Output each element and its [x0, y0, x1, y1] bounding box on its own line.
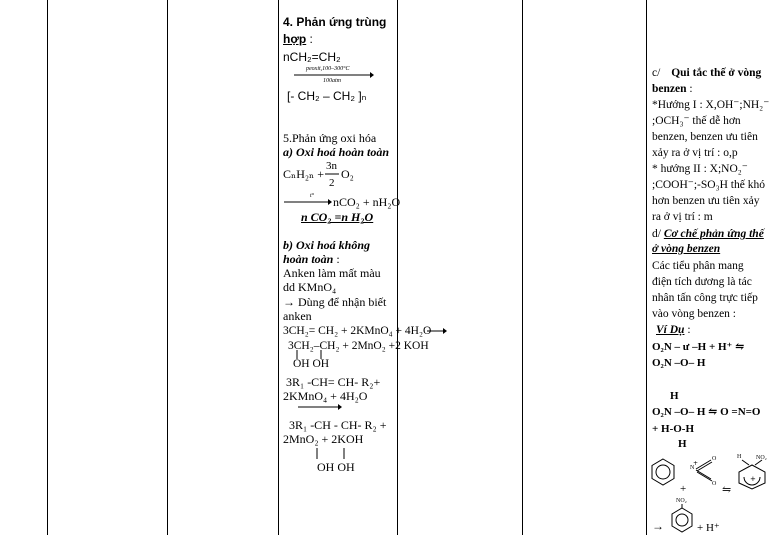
example-equation-2b: + H-O-H — [652, 423, 695, 435]
table-border-6 — [646, 0, 647, 535]
table-border-2 — [167, 0, 168, 535]
equation-2-oh: OH OH — [317, 460, 355, 474]
nitronium-o-bottom: O — [712, 481, 717, 487]
benzene-ring-icon — [651, 458, 675, 486]
reaction-arrow-3 — [427, 328, 447, 334]
sigma-complex-h-label: H — [737, 454, 742, 460]
nitronium-n-label: N — [690, 465, 695, 471]
section-5b-title-cont: hoàn toàn — [283, 252, 334, 266]
combustion-note: n CO₂ =n H₂O — [301, 210, 374, 224]
kmno4-text-3: → Dùng để nhận biết — [283, 295, 387, 309]
kmno4-text-1: Anken làm mất màu — [283, 266, 381, 280]
section-5a-title: a) Oxi hoá hoàn toàn — [283, 145, 390, 159]
svg-text:+: + — [693, 460, 699, 467]
equation-1-left: 3CH₂= CH₂ + 2KMnO₄ + 4H₂O — [283, 325, 432, 337]
example-equation-2a: O₂N –O– H ⇋ O =N=O — [652, 406, 761, 418]
combustion-o2: O₂ — [341, 167, 354, 181]
table-border-1 — [47, 0, 48, 535]
rule-c-label: c/ — [652, 67, 661, 79]
equation-2-line-1: 3R₁ -CH= CH- R₂+ — [286, 375, 381, 389]
scheme-forward-arrow: → — [652, 519, 664, 533]
rule-c-title-cont: benzen — [652, 83, 687, 95]
svg-text:+: + — [750, 475, 756, 483]
example-equation-1a: O₂N – ư –H + H⁺ ⇋ — [652, 341, 745, 353]
table-border-3 — [278, 0, 279, 535]
nitronium-o-top: O — [712, 456, 717, 462]
section-5-title: 5.Phản ứng oxi hóa — [283, 131, 377, 145]
equation-2-line-4: 2MnO₂ + 2KOH — [283, 432, 364, 446]
example-label: Ví Dụ — [656, 324, 685, 336]
section-4-title: 4. Phản ứng trùng — [283, 15, 387, 29]
kmno4-text-4: anken — [283, 309, 312, 323]
nitrobenzene-icon — [670, 504, 694, 534]
arrow-condition-top: peoxit,100–300°C — [306, 66, 350, 72]
nitrobenzene-no2-label: NO₂ — [676, 498, 687, 504]
fraction-numerator: 3n — [326, 160, 337, 172]
rule-d-label: d/ — [652, 228, 661, 240]
fraction-denominator: 2 — [329, 177, 335, 189]
scheme-equilibrium: ⇋ — [722, 484, 732, 496]
bond-lines-2 — [316, 448, 346, 460]
mechanism-text: Các tiểu phân mang điện tích dương là tác nhân tấn công trực tiếp vào vòng benzen : — [652, 260, 758, 320]
scheme-plus: + — [680, 483, 687, 495]
equation-2-line-2: 2KMnO₄ + 4H₂O — [283, 389, 368, 403]
example-hydrogen-bottom: H — [678, 438, 687, 450]
table-border-4 — [397, 0, 398, 535]
rule-2-text: * hướng II : X;NO₂⁻ ;COOH⁻;-SO₃H thế khó hơn benzen ưu tiên xảy ra ở vị trí : m — [652, 163, 765, 223]
fraction-bar — [325, 173, 339, 175]
combustion-right: nCO₂ + nH₂O — [333, 195, 401, 209]
polymer-product: [- CH₂ – CH₂ ]ₙ — [287, 89, 367, 103]
kmno4-text-2: dd KMnO₄ — [283, 280, 337, 294]
reaction-arrow-2 — [284, 199, 332, 205]
rule-d-title: Cơ chế phản ứng thế — [663, 228, 764, 240]
arrow-heat-label: t° — [310, 193, 315, 199]
table-border-5 — [522, 0, 523, 535]
section-4-title-cont: hợp — [283, 32, 307, 46]
scheme-proton: + H⁺ — [697, 522, 720, 534]
polymer-reactant: nCH₂=CH₂ — [283, 50, 341, 64]
sigma-complex-icon — [740, 458, 770, 490]
equation-1-oh: OH OH — [293, 358, 330, 370]
rule-d-title-cont: ở vòng benzen — [652, 243, 721, 255]
arrow-condition-bottom: 100atm — [323, 78, 341, 84]
rule-1-text: *Hướng I : X,OH⁻;NH₂⁻ ;OCH₃⁻ thế dễ hơn benzen, benzen ưu tiên xảy ra ở vị trí : o,p — [652, 99, 770, 159]
equation-2-line-3: 3R₁ -CH - CH- R₂ + — [289, 418, 387, 432]
example-hydrogen-top: H — [670, 390, 679, 402]
combustion-left: CₙH₂ₙ + — [283, 167, 325, 181]
example-equation-1b: O₂N –O– H — [652, 357, 706, 369]
reaction-arrow-4 — [298, 404, 342, 410]
sigma-complex-no2-label: NO₂ — [756, 455, 767, 461]
section-5b-title: b) Oxi hoá không — [283, 238, 371, 252]
rule-c-title: Qui tắc thế ở vòng — [671, 67, 762, 79]
equation-1-right: 3CH₂–CH₂ + 2MnO₂ +2 KOH — [288, 340, 429, 352]
